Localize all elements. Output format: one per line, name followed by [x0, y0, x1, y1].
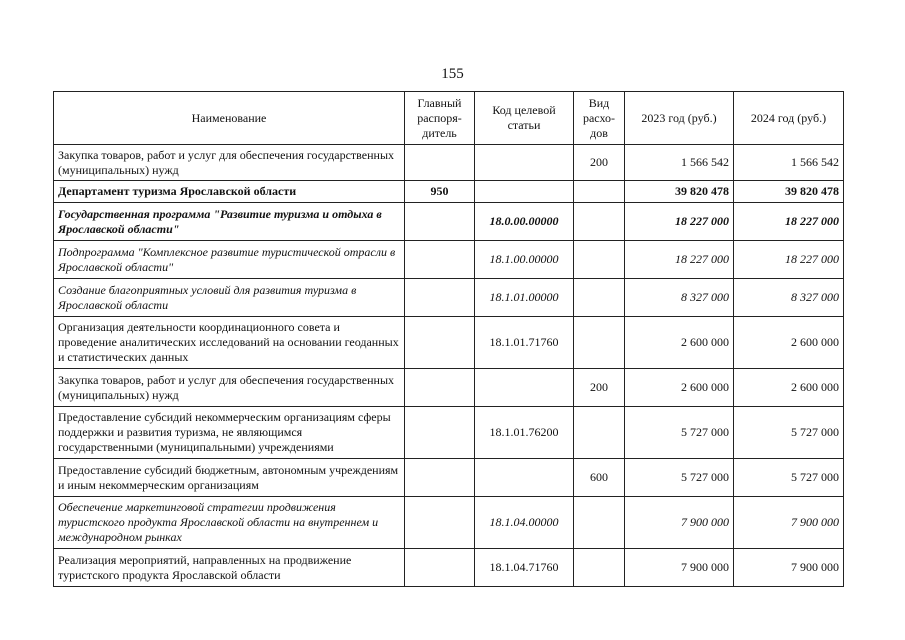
cell-name: Предоставление субсидий некоммерческим организациям сферы поддержки и развития туризма, не являющимся государственными (муниципальными) учреждениями [54, 407, 405, 459]
cell-manager [405, 459, 475, 497]
cell-code: 18.1.01.76200 [475, 407, 574, 459]
table-row [54, 497, 844, 549]
cell-code: 18.0.00.00000 [475, 203, 574, 241]
cell-2024: 7 900 000 [734, 497, 844, 549]
cell-code: 18.1.00.00000 [475, 241, 574, 279]
cell-name: Закупка товаров, работ и услуг для обеспечения государственных (муниципальных) нужд [54, 369, 405, 407]
cell-type [574, 279, 625, 317]
cell-2023: 1 566 542 [625, 145, 734, 181]
cell-name: Обеспечение маркетинговой стратегии продвижения туристского продукта Ярославской области на внутреннем и международном рынках [54, 497, 405, 549]
cell-2024: 2 600 000 [734, 317, 844, 369]
cell-manager [405, 241, 475, 279]
cell-manager: 950 [405, 181, 475, 203]
cell-name: Государственная программа "Развитие туризма и отдыха в Ярославской области" [54, 203, 405, 241]
cell-2024: 2 600 000 [734, 369, 844, 407]
cell-type [574, 317, 625, 369]
table-row [54, 145, 844, 181]
cell-code [475, 459, 574, 497]
cell-2024: 8 327 000 [734, 279, 844, 317]
header-manager: Главный распоря-дитель [405, 92, 475, 145]
cell-2023: 2 600 000 [625, 317, 734, 369]
cell-2024: 18 227 000 [734, 241, 844, 279]
cell-2023: 39 820 478 [625, 181, 734, 203]
cell-2023: 8 327 000 [625, 279, 734, 317]
cell-code: 18.1.01.71760 [475, 317, 574, 369]
header-name: Наименование [54, 92, 405, 145]
header-2023: 2023 год (руб.) [625, 92, 734, 145]
cell-2024: 39 820 478 [734, 181, 844, 203]
table-row [54, 459, 844, 497]
header-type: Вид расхо-дов [574, 92, 625, 145]
cell-manager [405, 317, 475, 369]
cell-name: Департамент туризма Ярославской области [54, 181, 405, 203]
cell-type [574, 549, 625, 587]
cell-code [475, 369, 574, 407]
cell-manager [405, 497, 475, 549]
cell-2023: 7 900 000 [625, 549, 734, 587]
cell-name: Создание благоприятных условий для развития туризма в Ярославской области [54, 279, 405, 317]
table-row [54, 369, 844, 407]
cell-2023: 2 600 000 [625, 369, 734, 407]
cell-manager [405, 369, 475, 407]
table-row [54, 317, 844, 369]
cell-manager [405, 407, 475, 459]
cell-2024: 5 727 000 [734, 407, 844, 459]
cell-code: 18.1.01.00000 [475, 279, 574, 317]
cell-name: Предоставление субсидий бюджетным, автономным учреждениям и иным некоммерческим организациям [54, 459, 405, 497]
cell-2023: 18 227 000 [625, 203, 734, 241]
cell-code: 18.1.04.00000 [475, 497, 574, 549]
cell-2023: 7 900 000 [625, 497, 734, 549]
cell-type [574, 407, 625, 459]
table-row [54, 203, 844, 241]
cell-2024: 7 900 000 [734, 549, 844, 587]
cell-2023: 5 727 000 [625, 407, 734, 459]
cell-name: Подпрограмма "Комплексное развитие туристической отрасли в Ярославской области" [54, 241, 405, 279]
cell-type [574, 181, 625, 203]
cell-type: 600 [574, 459, 625, 497]
cell-manager [405, 203, 475, 241]
cell-2023: 18 227 000 [625, 241, 734, 279]
cell-type: 200 [574, 145, 625, 181]
cell-type [574, 241, 625, 279]
cell-code: 18.1.04.71760 [475, 549, 574, 587]
cell-2024: 5 727 000 [734, 459, 844, 497]
header-row [54, 92, 844, 145]
cell-type [574, 497, 625, 549]
cell-2024: 18 227 000 [734, 203, 844, 241]
cell-code [475, 181, 574, 203]
table-row [54, 241, 844, 279]
page-number: 155 [441, 66, 464, 82]
cell-name: Закупка товаров, работ и услуг для обеспечения государственных (муниципальных) нужд [54, 145, 405, 181]
cell-manager [405, 549, 475, 587]
table-row [54, 181, 844, 203]
cell-type [574, 203, 625, 241]
header-code: Код целевой статьи [475, 92, 574, 145]
cell-name: Реализация мероприятий, направленных на продвижение туристского продукта Ярославской области [54, 549, 405, 587]
cell-manager [405, 145, 475, 181]
header-2024: 2024 год (руб.) [734, 92, 844, 145]
cell-2023: 5 727 000 [625, 459, 734, 497]
cell-manager [405, 279, 475, 317]
cell-name: Организация деятельности координационного совета и проведение аналитических исследований на основании геоданных и статистических данных [54, 317, 405, 369]
cell-2024: 1 566 542 [734, 145, 844, 181]
table-row [54, 279, 844, 317]
table-row [54, 407, 844, 459]
table-row [54, 549, 844, 587]
cell-type: 200 [574, 369, 625, 407]
cell-code [475, 145, 574, 181]
budget-table [53, 91, 844, 587]
